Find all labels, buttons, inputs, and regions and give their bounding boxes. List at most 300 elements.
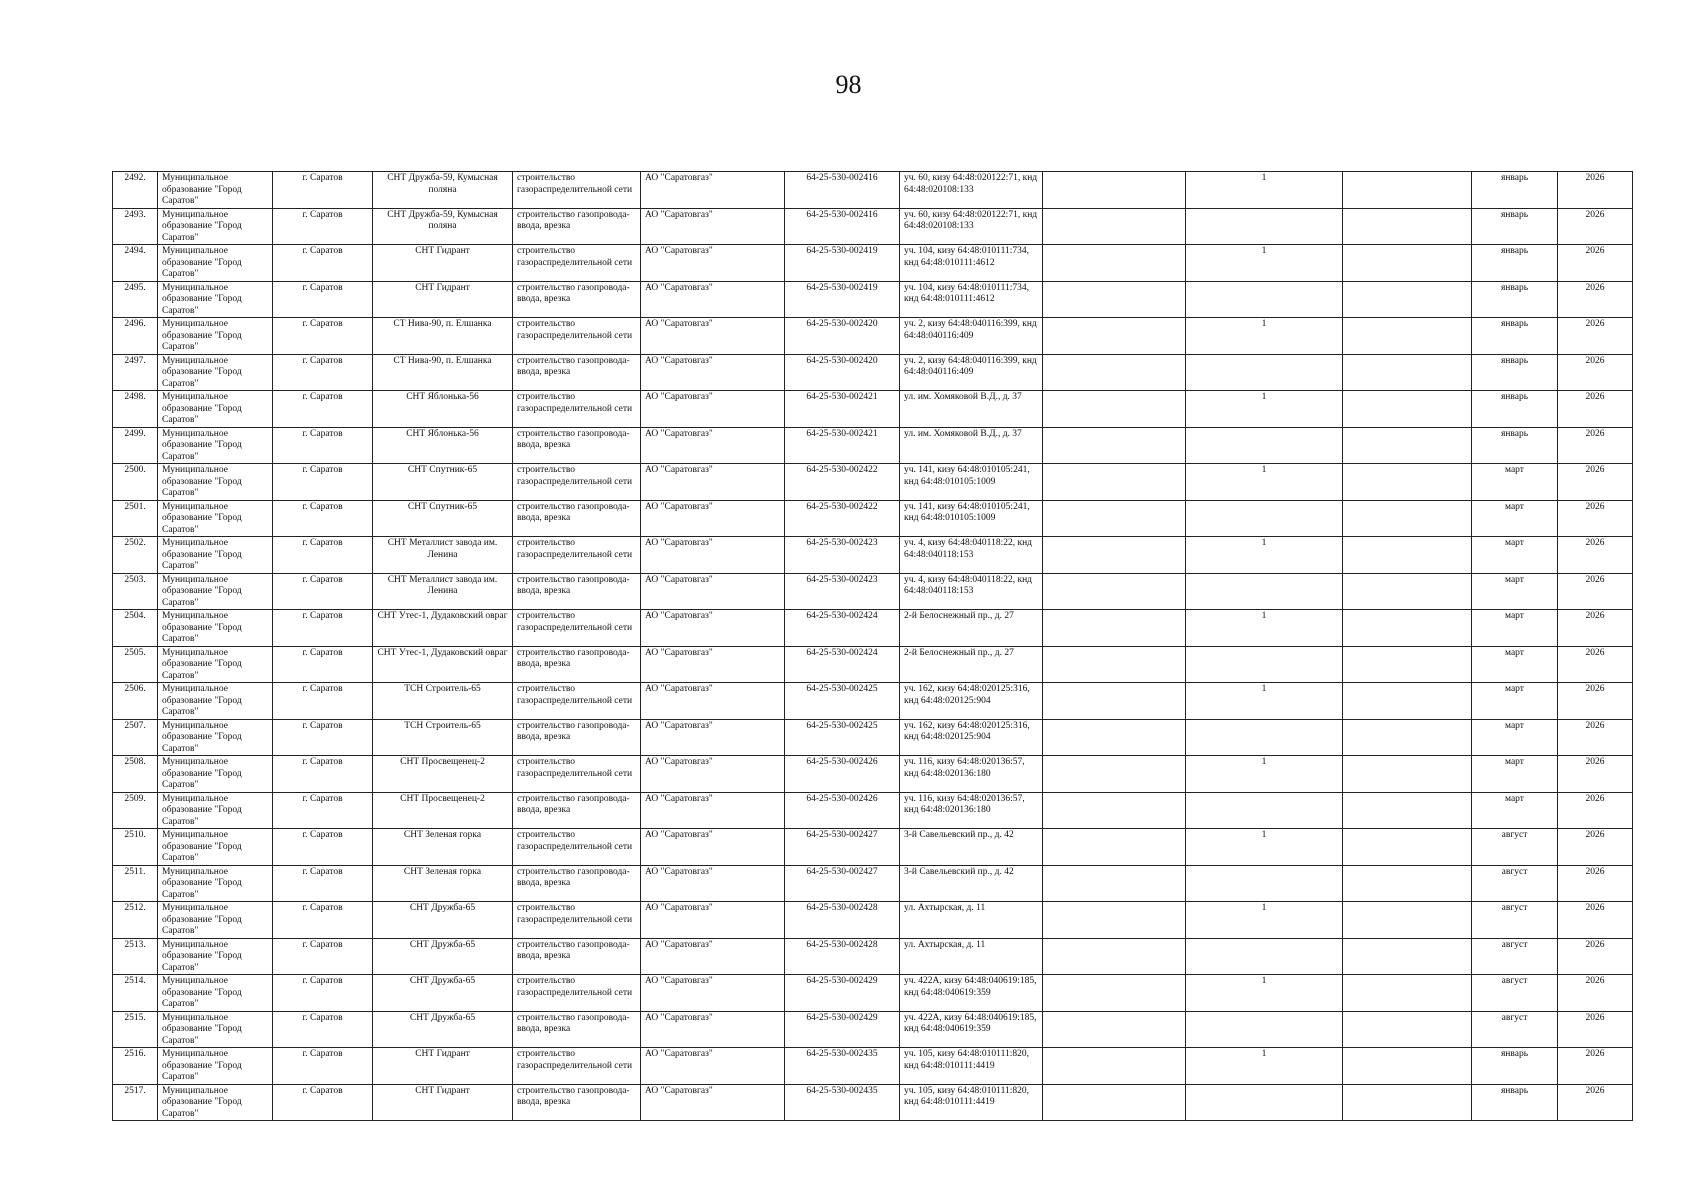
city-cell: г. Саратов [273, 281, 373, 318]
address-cell: уч. 162, кизу 64:48:020125:316, кнд 64:48:020125:904 [900, 719, 1043, 756]
address-cell: уч. 422А, кизу 64:48:040619:185, кнд 64:48:040619:359 [900, 1011, 1043, 1048]
settlement-cell: СНТ Яблонька-56 [373, 427, 513, 464]
year-cell: 2026 [1558, 1048, 1633, 1085]
municipality-cell: Муниципальное образование "Город Саратов" [158, 1084, 273, 1121]
settlement-cell: СНТ Дружба-65 [373, 902, 513, 939]
work-type-cell: строительство газопровода-ввода, врезка [513, 208, 641, 245]
row-number: 2499. [113, 427, 158, 464]
operator-cell: АО "Саратовгаз" [641, 610, 785, 647]
quantity-cell: 1 [1186, 975, 1343, 1012]
blank-cell [1343, 683, 1472, 720]
table-row [113, 245, 1633, 282]
month-cell: март [1472, 756, 1558, 793]
quantity-cell: 1 [1186, 610, 1343, 647]
row-number: 2502. [113, 537, 158, 574]
city-cell: г. Саратов [273, 1084, 373, 1121]
settlement-cell: СНТ Дружба-65 [373, 938, 513, 975]
row-number: 2507. [113, 719, 158, 756]
month-cell: январь [1472, 172, 1558, 209]
month-cell: март [1472, 537, 1558, 574]
quantity-cell: 1 [1186, 391, 1343, 428]
blank-cell [1343, 281, 1472, 318]
row-number: 2501. [113, 500, 158, 537]
address-cell: уч. 2, кизу 64:48:040116:399, кнд 64:48:040116:409 [900, 318, 1043, 355]
blank-cell [1343, 865, 1472, 902]
row-number: 2515. [113, 1011, 158, 1048]
city-cell: г. Саратов [273, 573, 373, 610]
operator-cell: АО "Саратовгаз" [641, 646, 785, 683]
table-row [113, 1084, 1633, 1121]
work-type-cell: строительство газораспределительной сети [513, 610, 641, 647]
settlement-cell: СНТ Гидрант [373, 1084, 513, 1121]
city-cell: г. Саратов [273, 792, 373, 829]
month-cell: март [1472, 646, 1558, 683]
blank-cell [1043, 464, 1186, 501]
month-cell: январь [1472, 1048, 1558, 1085]
month-cell: март [1472, 683, 1558, 720]
settlement-cell: СТ Нива-90, п. Елшанка [373, 318, 513, 355]
blank-cell [1043, 281, 1186, 318]
blank-cell [1043, 902, 1186, 939]
settlement-cell: СНТ Спутник-65 [373, 464, 513, 501]
row-number: 2513. [113, 938, 158, 975]
year-cell: 2026 [1558, 464, 1633, 501]
blank-cell [1343, 573, 1472, 610]
row-number: 2503. [113, 573, 158, 610]
municipality-cell: Муниципальное образование "Город Саратов" [158, 902, 273, 939]
month-cell: март [1472, 464, 1558, 501]
blank-cell [1343, 1011, 1472, 1048]
blank-cell [1043, 391, 1186, 428]
municipality-cell: Муниципальное образование "Город Саратов" [158, 464, 273, 501]
address-cell: уч. 105, кизу 64:48:010111:820, кнд 64:48:010111:4419 [900, 1084, 1043, 1121]
year-cell: 2026 [1558, 354, 1633, 391]
work-type-cell: строительство газораспределительной сети [513, 1048, 641, 1085]
settlement-cell: СНТ Гидрант [373, 1048, 513, 1085]
table-row [113, 646, 1633, 683]
city-cell: г. Саратов [273, 829, 373, 866]
operator-cell: АО "Саратовгаз" [641, 573, 785, 610]
quantity-cell [1186, 500, 1343, 537]
blank-cell [1043, 172, 1186, 209]
year-cell: 2026 [1558, 719, 1633, 756]
blank-cell [1343, 756, 1472, 793]
blank-cell [1343, 500, 1472, 537]
operator-cell: АО "Саратовгаз" [641, 1048, 785, 1085]
blank-cell [1043, 537, 1186, 574]
blank-cell [1343, 464, 1472, 501]
year-cell: 2026 [1558, 938, 1633, 975]
blank-cell [1343, 938, 1472, 975]
operator-cell: АО "Саратовгаз" [641, 172, 785, 209]
object-code-cell: 64-25-530-002427 [785, 865, 900, 902]
blank-cell [1043, 573, 1186, 610]
municipality-cell: Муниципальное образование "Город Саратов" [158, 829, 273, 866]
blank-cell [1343, 1084, 1472, 1121]
blank-cell [1343, 391, 1472, 428]
municipality-cell: Муниципальное образование "Город Саратов" [158, 537, 273, 574]
month-cell: август [1472, 1011, 1558, 1048]
blank-cell [1043, 975, 1186, 1012]
work-type-cell: строительство газораспределительной сети [513, 245, 641, 282]
year-cell: 2026 [1558, 829, 1633, 866]
blank-cell [1343, 792, 1472, 829]
operator-cell: АО "Саратовгаз" [641, 537, 785, 574]
city-cell: г. Саратов [273, 975, 373, 1012]
row-number: 2500. [113, 464, 158, 501]
row-number: 2497. [113, 354, 158, 391]
blank-cell [1343, 610, 1472, 647]
city-cell: г. Саратов [273, 938, 373, 975]
month-cell: март [1472, 610, 1558, 647]
settlement-cell: СНТ Зеленая горка [373, 865, 513, 902]
month-cell: январь [1472, 427, 1558, 464]
row-number: 2504. [113, 610, 158, 647]
operator-cell: АО "Саратовгаз" [641, 975, 785, 1012]
month-cell: январь [1472, 245, 1558, 282]
table-row [113, 792, 1633, 829]
operator-cell: АО "Саратовгаз" [641, 1011, 785, 1048]
municipality-cell: Муниципальное образование "Город Саратов" [158, 245, 273, 282]
blank-cell [1043, 500, 1186, 537]
object-code-cell: 64-25-530-002424 [785, 646, 900, 683]
municipality-cell: Муниципальное образование "Город Саратов" [158, 1011, 273, 1048]
quantity-cell [1186, 573, 1343, 610]
object-code-cell: 64-25-530-002429 [785, 975, 900, 1012]
blank-cell [1043, 938, 1186, 975]
blank-cell [1043, 1011, 1186, 1048]
month-cell: март [1472, 500, 1558, 537]
work-type-cell: строительство газопровода-ввода, врезка [513, 1084, 641, 1121]
blank-cell [1343, 245, 1472, 282]
work-type-cell: строительство газопровода-ввода, врезка [513, 354, 641, 391]
municipality-cell: Муниципальное образование "Город Саратов" [158, 975, 273, 1012]
table-row [113, 902, 1633, 939]
municipality-cell: Муниципальное образование "Город Саратов" [158, 683, 273, 720]
object-code-cell: 64-25-530-002416 [785, 172, 900, 209]
address-cell: уч. 4, кизу 64:48:040118:22, кнд 64:48:040118:153 [900, 573, 1043, 610]
operator-cell: АО "Саратовгаз" [641, 354, 785, 391]
city-cell: г. Саратов [273, 646, 373, 683]
quantity-cell [1186, 865, 1343, 902]
quantity-cell: 1 [1186, 902, 1343, 939]
city-cell: г. Саратов [273, 245, 373, 282]
address-cell: уч. 105, кизу 64:48:010111:820, кнд 64:48:010111:4419 [900, 1048, 1043, 1085]
table-row [113, 464, 1633, 501]
blank-cell [1343, 719, 1472, 756]
blank-cell [1343, 427, 1472, 464]
address-cell: уч. 141, кизу 64:48:010105:241, кнд 64:48:010105:1009 [900, 464, 1043, 501]
blank-cell [1043, 354, 1186, 391]
municipality-cell: Муниципальное образование "Город Саратов" [158, 281, 273, 318]
operator-cell: АО "Саратовгаз" [641, 427, 785, 464]
row-number: 2510. [113, 829, 158, 866]
address-cell: ул. Ахтырская, д. 11 [900, 938, 1043, 975]
settlement-cell: СНТ Утес-1, Дудаковский овраг [373, 610, 513, 647]
quantity-cell [1186, 938, 1343, 975]
settlement-cell: СНТ Металлист завода им. Ленина [373, 537, 513, 574]
object-code-cell: 64-25-530-002435 [785, 1084, 900, 1121]
object-code-cell: 64-25-530-002426 [785, 792, 900, 829]
municipality-cell: Муниципальное образование "Город Саратов" [158, 865, 273, 902]
blank-cell [1043, 829, 1186, 866]
blank-cell [1043, 683, 1186, 720]
operator-cell: АО "Саратовгаз" [641, 756, 785, 793]
object-code-cell: 64-25-530-002428 [785, 938, 900, 975]
address-cell: уч. 116, кизу 64:48:020136:57, кнд 64:48:020136:180 [900, 756, 1043, 793]
quantity-cell [1186, 427, 1343, 464]
object-code-cell: 64-25-530-002420 [785, 354, 900, 391]
operator-cell: АО "Саратовгаз" [641, 683, 785, 720]
address-cell: ул. им. Хомяковой В.Д., д. 37 [900, 427, 1043, 464]
month-cell: январь [1472, 281, 1558, 318]
work-type-cell: строительство газораспределительной сети [513, 683, 641, 720]
table-row [113, 391, 1633, 428]
object-code-cell: 64-25-530-002416 [785, 208, 900, 245]
city-cell: г. Саратов [273, 427, 373, 464]
table-row [113, 318, 1633, 355]
month-cell: март [1472, 719, 1558, 756]
year-cell: 2026 [1558, 756, 1633, 793]
table-row [113, 865, 1633, 902]
settlement-cell: СНТ Металлист завода им. Ленина [373, 573, 513, 610]
year-cell: 2026 [1558, 610, 1633, 647]
blank-cell [1043, 646, 1186, 683]
object-code-cell: 64-25-530-002425 [785, 683, 900, 720]
table-row [113, 427, 1633, 464]
year-cell: 2026 [1558, 646, 1633, 683]
work-type-cell: строительство газораспределительной сети [513, 756, 641, 793]
year-cell: 2026 [1558, 683, 1633, 720]
month-cell: январь [1472, 391, 1558, 428]
operator-cell: АО "Саратовгаз" [641, 500, 785, 537]
table-row [113, 573, 1633, 610]
work-type-cell: строительство газораспределительной сети [513, 537, 641, 574]
row-number: 2492. [113, 172, 158, 209]
month-cell: январь [1472, 1084, 1558, 1121]
work-type-cell: строительство газопровода-ввода, врезка [513, 500, 641, 537]
municipality-cell: Муниципальное образование "Город Саратов" [158, 172, 273, 209]
year-cell: 2026 [1558, 208, 1633, 245]
municipality-cell: Муниципальное образование "Город Саратов" [158, 792, 273, 829]
object-code-cell: 64-25-530-002419 [785, 245, 900, 282]
operator-cell: АО "Саратовгаз" [641, 719, 785, 756]
quantity-cell [1186, 792, 1343, 829]
month-cell: январь [1472, 354, 1558, 391]
month-cell: январь [1472, 318, 1558, 355]
quantity-cell [1186, 1011, 1343, 1048]
settlement-cell: СНТ Гидрант [373, 281, 513, 318]
address-cell: ул. Ахтырская, д. 11 [900, 902, 1043, 939]
address-cell: ул. им. Хомяковой В.Д., д. 37 [900, 391, 1043, 428]
row-number: 2506. [113, 683, 158, 720]
month-cell: март [1472, 573, 1558, 610]
table-row [113, 975, 1633, 1012]
year-cell: 2026 [1558, 427, 1633, 464]
city-cell: г. Саратов [273, 318, 373, 355]
month-cell: август [1472, 902, 1558, 939]
blank-cell [1043, 208, 1186, 245]
table-row [113, 281, 1633, 318]
settlement-cell: СНТ Дружба-65 [373, 1011, 513, 1048]
table-row [113, 172, 1633, 209]
address-cell: уч. 4, кизу 64:48:040118:22, кнд 64:48:040118:153 [900, 537, 1043, 574]
year-cell: 2026 [1558, 537, 1633, 574]
object-code-cell: 64-25-530-002421 [785, 391, 900, 428]
operator-cell: АО "Саратовгаз" [641, 938, 785, 975]
table-row [113, 500, 1633, 537]
settlement-cell: СНТ Просвещенец-2 [373, 756, 513, 793]
row-number: 2512. [113, 902, 158, 939]
settlement-cell: СНТ Гидрант [373, 245, 513, 282]
object-code-cell: 64-25-530-002421 [785, 427, 900, 464]
gasification-schedule-table [112, 171, 1633, 1121]
work-type-cell: строительство газораспределительной сети [513, 318, 641, 355]
blank-cell [1343, 975, 1472, 1012]
month-cell: март [1472, 792, 1558, 829]
year-cell: 2026 [1558, 172, 1633, 209]
operator-cell: АО "Саратовгаз" [641, 281, 785, 318]
year-cell: 2026 [1558, 1011, 1633, 1048]
quantity-cell: 1 [1186, 1048, 1343, 1085]
settlement-cell: СНТ Дружба-65 [373, 975, 513, 1012]
object-code-cell: 64-25-530-002422 [785, 464, 900, 501]
object-code-cell: 64-25-530-002422 [785, 500, 900, 537]
object-code-cell: 64-25-530-002435 [785, 1048, 900, 1085]
object-code-cell: 64-25-530-002419 [785, 281, 900, 318]
address-cell: уч. 104, кизу 64:48:010111:734, кнд 64:48:010111:4612 [900, 281, 1043, 318]
address-cell: уч. 60, кизу 64:48:020122:71, кнд 64:48:020108:133 [900, 208, 1043, 245]
work-type-cell: строительство газораспределительной сети [513, 902, 641, 939]
operator-cell: АО "Саратовгаз" [641, 829, 785, 866]
municipality-cell: Муниципальное образование "Город Саратов" [158, 354, 273, 391]
blank-cell [1043, 610, 1186, 647]
operator-cell: АО "Саратовгаз" [641, 1084, 785, 1121]
municipality-cell: Муниципальное образование "Город Саратов" [158, 610, 273, 647]
work-type-cell: строительство газопровода-ввода, врезка [513, 1011, 641, 1048]
year-cell: 2026 [1558, 391, 1633, 428]
blank-cell [1343, 537, 1472, 574]
month-cell: август [1472, 865, 1558, 902]
address-cell: 2-й Белоснежный пр., д. 27 [900, 610, 1043, 647]
work-type-cell: строительство газопровода-ввода, врезка [513, 573, 641, 610]
operator-cell: АО "Саратовгаз" [641, 208, 785, 245]
address-cell: уч. 104, кизу 64:48:010111:734, кнд 64:48:010111:4612 [900, 245, 1043, 282]
operator-cell: АО "Саратовгаз" [641, 865, 785, 902]
blank-cell [1043, 865, 1186, 902]
address-cell: уч. 116, кизу 64:48:020136:57, кнд 64:48:020136:180 [900, 792, 1043, 829]
object-code-cell: 64-25-530-002428 [785, 902, 900, 939]
operator-cell: АО "Саратовгаз" [641, 391, 785, 428]
row-number: 2517. [113, 1084, 158, 1121]
year-cell: 2026 [1558, 573, 1633, 610]
blank-cell [1043, 245, 1186, 282]
table-row [113, 610, 1633, 647]
year-cell: 2026 [1558, 281, 1633, 318]
address-cell: 2-й Белоснежный пр., д. 27 [900, 646, 1043, 683]
quantity-cell: 1 [1186, 829, 1343, 866]
year-cell: 2026 [1558, 1084, 1633, 1121]
work-type-cell: строительство газораспределительной сети [513, 464, 641, 501]
address-cell: 3-й Савельевский пр., д. 42 [900, 829, 1043, 866]
year-cell: 2026 [1558, 318, 1633, 355]
blank-cell [1343, 354, 1472, 391]
settlement-cell: СНТ Дружба-59, Кумысная поляна [373, 172, 513, 209]
work-type-cell: строительство газопровода-ввода, врезка [513, 646, 641, 683]
settlement-cell: СНТ Утес-1, Дудаковский овраг [373, 646, 513, 683]
operator-cell: АО "Саратовгаз" [641, 792, 785, 829]
blank-cell [1343, 318, 1472, 355]
work-type-cell: строительство газопровода-ввода, врезка [513, 719, 641, 756]
municipality-cell: Муниципальное образование "Город Саратов" [158, 938, 273, 975]
month-cell: август [1472, 829, 1558, 866]
operator-cell: АО "Саратовгаз" [641, 902, 785, 939]
municipality-cell: Муниципальное образование "Город Саратов" [158, 318, 273, 355]
work-type-cell: строительство газораспределительной сети [513, 391, 641, 428]
row-number: 2516. [113, 1048, 158, 1085]
municipality-cell: Муниципальное образование "Город Саратов" [158, 500, 273, 537]
year-cell: 2026 [1558, 500, 1633, 537]
row-number: 2495. [113, 281, 158, 318]
table-body [113, 172, 1633, 1121]
address-cell: уч. 2, кизу 64:48:040116:399, кнд 64:48:040116:409 [900, 354, 1043, 391]
table-row [113, 683, 1633, 720]
settlement-cell: ТСН Строитель-65 [373, 683, 513, 720]
quantity-cell [1186, 646, 1343, 683]
month-cell: январь [1472, 208, 1558, 245]
address-cell: уч. 141, кизу 64:48:010105:241, кнд 64:48:010105:1009 [900, 500, 1043, 537]
municipality-cell: Муниципальное образование "Город Саратов" [158, 391, 273, 428]
city-cell: г. Саратов [273, 208, 373, 245]
operator-cell: АО "Саратовгаз" [641, 464, 785, 501]
address-cell: уч. 60, кизу 64:48:020122:71, кнд 64:48:020108:133 [900, 172, 1043, 209]
city-cell: г. Саратов [273, 464, 373, 501]
municipality-cell: Муниципальное образование "Город Саратов" [158, 719, 273, 756]
work-type-cell: строительство газораспределительной сети [513, 829, 641, 866]
work-type-cell: строительство газопровода-ввода, врезка [513, 938, 641, 975]
operator-cell: АО "Саратовгаз" [641, 245, 785, 282]
table-row [113, 354, 1633, 391]
blank-cell [1343, 172, 1472, 209]
blank-cell [1043, 318, 1186, 355]
blank-cell [1043, 792, 1186, 829]
address-cell: уч. 162, кизу 64:48:020125:316, кнд 64:48:020125:904 [900, 683, 1043, 720]
quantity-cell: 1 [1186, 172, 1343, 209]
operator-cell: АО "Саратовгаз" [641, 318, 785, 355]
blank-cell [1343, 829, 1472, 866]
row-number: 2496. [113, 318, 158, 355]
city-cell: г. Саратов [273, 756, 373, 793]
row-number: 2498. [113, 391, 158, 428]
object-code-cell: 64-25-530-002429 [785, 1011, 900, 1048]
municipality-cell: Муниципальное образование "Город Саратов" [158, 573, 273, 610]
row-number: 2493. [113, 208, 158, 245]
quantity-cell [1186, 719, 1343, 756]
table-row [113, 938, 1633, 975]
object-code-cell: 64-25-530-002423 [785, 537, 900, 574]
city-cell: г. Саратов [273, 1011, 373, 1048]
work-type-cell: строительство газопровода-ввода, врезка [513, 281, 641, 318]
municipality-cell: Муниципальное образование "Город Саратов" [158, 756, 273, 793]
city-cell: г. Саратов [273, 683, 373, 720]
object-code-cell: 64-25-530-002427 [785, 829, 900, 866]
city-cell: г. Саратов [273, 902, 373, 939]
table-row [113, 208, 1633, 245]
row-number: 2509. [113, 792, 158, 829]
settlement-cell: СНТ Зеленая горка [373, 829, 513, 866]
year-cell: 2026 [1558, 792, 1633, 829]
blank-cell [1043, 1048, 1186, 1085]
